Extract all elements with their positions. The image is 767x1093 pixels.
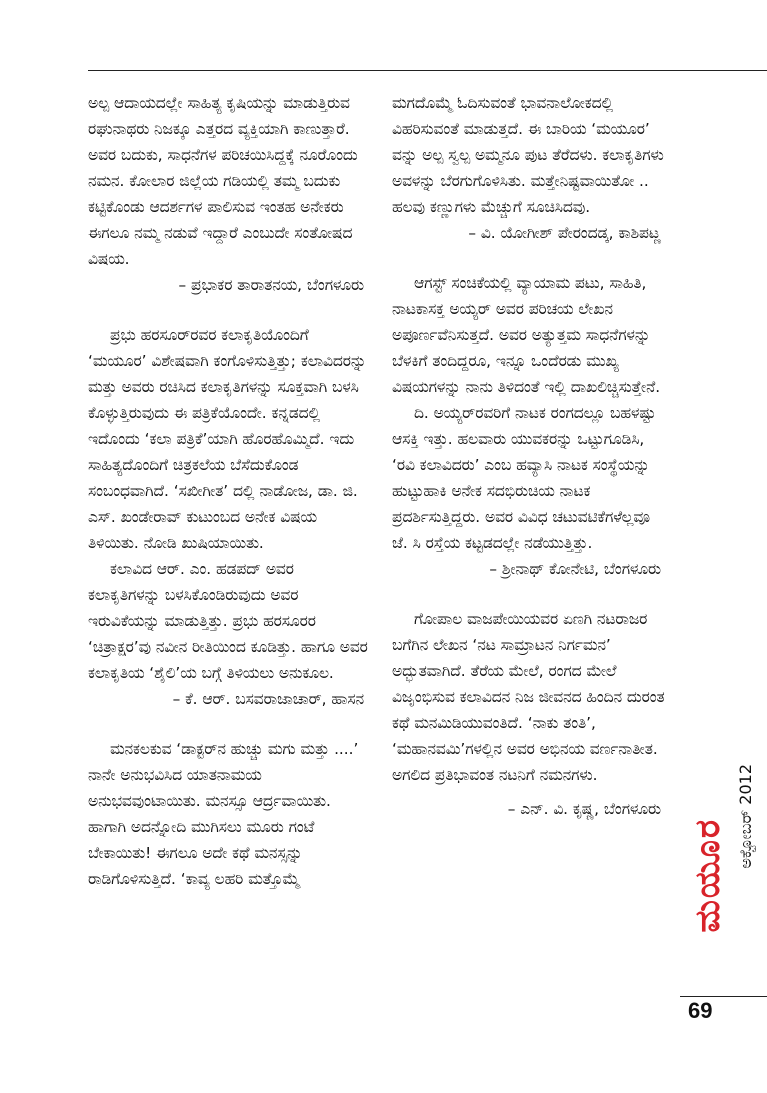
masthead-sidebar xyxy=(686,760,766,990)
letter-7-body: ಗೋಪಾಲ ವಾಜಪೇಯಿಯವರ ಏಣಗಿ ನಟರಾಜರ ಬಗೆಗಿನ ಲೇಖನ ‘ನಟ ಸಾಮ್ರಾಟನ ನಿರ್ಗಮನ’ ಅದ್ಭುತವಾಗಿದೆ. ತೆರೆಯ ಮೇಲೆ, ರಂಗದ ಮೇಲೆ ವಿಜೃಂಭಿಸುವ ಕಲಾವಿದನ ನಿಜ ಜೀವನದ ಹಿಂದಿನ ದುರಂತ ಕಥೆ ಮನಮಿಡಿಯುವಂತಿದೆ. ‘ನಾಕು ತಂತಿ’, ‘ಮಹಾನವಮಿ’ಗಳಲ್ಲಿನ ಅವರ ಅಭಿನಯ ವರ್ಣನಾತೀತ. ಅಗಲಿದ ಪ್ರತಿಭಾವಂತ ನಟನಿಗೆ ನಮನಗಳು. xyxy=(392,610,665,784)
letter-4-body: ಮನಕಲಕುವ ‘ಡಾಕ್ಟರ್‌ನ ಹುಚ್ಚು ಮಗು ಮತ್ತು ....’ ನಾನೇ ಅನುಭವಿಸಿದ ಯಾತನಾಮಯ ಅನುಭವವುಂಟಾಯಿತು. ಮನಸ್ಸೂ ಆರ್ದ್ರವಾಯಿತು. ಹಾಗಾಗಿ ಅದನ್ನೋದಿ ಮುಗಿಸಲು ಮೂರು ಗಂಟೆ ಬೇಕಾಯಿತು! ಈಗಲೂ ಅದೇ ಕಥೆ ಮನಸ್ಸನ್ನು ರಾಡಿಗೊಳಿಸುತ್ತಿದೆ. ‘ಕಾವ್ಯ ಲಹರಿ ಮತ್ತೊಮ್ಮೆ xyxy=(88,740,359,888)
letter-3-body: ಕಲಾವಿದ ಆರ್. ಎಂ. ಹಡಪದ್ ಅವರ ಕಲಾಕೃತಿಗಳನ್ನು ಬಳಸಿಕೊಂಡಿರುವುದು ಅವರ ಇರುವಿಕೆಯನ್ನು ಮಾಡುತ್ತಿತ್ತು. ಪ್ರಭು ಹರಸೂರರ ‘ಚಿತ್ರಾಕ್ಷರ’ವು ನವೀನ ರೀತಿಯಿಂದ ಕೂಡಿತ್ತು. ಹಾಗೂ ಅವರ ಕಲಾಕೃತಿಯ ‘ಶೈಲಿ’ಯ ಬಗ್ಗೆ ತಿಳಿಯಲು ಅನುಕೂಲ. xyxy=(88,560,368,682)
issue-date-text: ಅಕ್ಟೋಬರ್ 2012 xyxy=(735,764,755,869)
page-number-rule xyxy=(680,996,767,997)
letter-1-body: ಅಲ್ಪ ಆದಾಯದಲ್ಲೇ ಸಾಹಿತ್ಯ ಕೃಷಿಯನ್ನು ಮಾಡುತ್ತಿರುವ ರಘುನಾಥರು ನಿಜಕ್ಕೂ ಎತ್ತರದ ವ್ಯಕ್ತಿಯಾಗಿ ಕಾಣುತ್ತಾರೆ. ಅವರ ಬದುಕು, ಸಾಧನೆಗಳ ಪರಿಚಯಿಸಿದ್ದಕ್ಕೆ ನೂರೊಂದು ನಮನ. ಕೋಲಾರ ಜಿಲ್ಲೆಯ ಗಡಿಯಲ್ಲಿ ತಮ್ಮ ಬದುಕು ಕಟ್ಟಿಕೊಂಡು ಆದರ್ಶಗಳ ಪಾಲಿಸುವ ಇಂತಹ ಅನೇಕರು ಈಗಲೂ ನಮ್ಮ ನಡುವೆ ಇದ್ದಾರೆ ಎಂಬುದೇ ಸಂತೋಷದ ವಿಷಯ. xyxy=(88,94,358,268)
letter-6-signature: – ಶ್ರೀನಾಥ್ ಕೋನೇಟಿ, ಬೆಂಗಳೂರು xyxy=(489,560,661,578)
top-rule xyxy=(88,70,767,71)
right-column xyxy=(392,90,667,822)
issue-date xyxy=(732,764,758,984)
letter-4-signature: – ವಿ. ಯೋಗೀಶ್ ಪೇರಂದಡ್ಕ, ಕಾಶಿಪಟ್ಣ xyxy=(468,224,661,242)
mayura-logo-text: ಮಯೂರ xyxy=(688,817,728,933)
letter-7-signature: – ಎನ್. ವಿ. ಕೃಷ್ಣ, ಬೆಂಗಳೂರು xyxy=(507,800,661,818)
letter-1-signature: – ಪ್ರಭಾಕರ ತಾರಾತನಯ, ಬೆಂಗಳೂರು xyxy=(178,276,364,294)
mayura-logo xyxy=(686,760,730,990)
letter-6-body: ದಿ. ಅಯ್ಯರ್‌ರವರಿಗೆ ನಾಟಕ ರಂಗದಲ್ಲೂ ಬಹಳಷ್ಟು ಆಸಕ್ತಿ ಇತ್ತು. ಹಲವಾರು ಯುವಕರನ್ನು ಒಟ್ಟುಗೂಡಿಸಿ, ‘ರವಿ ಕಲಾವಿದರು’ ಎಂಬ ಹವ್ಯಾಸಿ ನಾಟಕ ಸಂಸ್ಥೆಯನ್ನು ಹುಟ್ಟುಹಾಕಿ ಅನೇಕ ಸದಭಿರುಚಿಯ ನಾಟಕ ಪ್ರದರ್ಶಿಸುತ್ತಿದ್ದರು. ಅವರ ವಿವಿಧ ಚಟುವಟಿಕೆಗಳೆಲ್ಲವೂ ಜೆ. ಸಿ ರಸ್ತೆಯ ಕಟ್ಟಡದಲ್ಲೇ ನಡೆಯುತ್ತಿತ್ತು. xyxy=(392,404,656,552)
left-column xyxy=(88,90,370,892)
letter-5-body: ಆಗಸ್ಟ್ ಸಂಚಿಕೆಯಲ್ಲಿ ವ್ಯಾಯಾಮ ಪಟು, ಸಾಹಿತಿ, ನಾಟಕಾಸಕ್ತ ಅಯ್ಯರ್ ಅವರ ಪರಿಚಯ ಲೇಖನ ಅಪೂರ್ಣವೆನಿಸುತ್ತದೆ. ಅವರ ಅತ್ಯುತ್ತಮ ಸಾಧನೆಗಳನ್ನು ಬೆಳಕಿಗೆ ತಂದಿದ್ದರೂ, ಇನ್ನೂ ಒಂದೆರಡು ಮುಖ್ಯ ವಿಷಯಗಳನ್ನು ನಾನು ತಿಳಿದಂತೆ ಇಲ್ಲಿ ದಾಖಲಿಚ್ಚಿಸುತ್ತೇನೆ. xyxy=(392,274,661,396)
letter-2-body: ಪ್ರಭು ಹರಸೂರ್‌ರವರ ಕಲಾಕೃತಿಯೊಂದಿಗೆ ‘ಮಯೂರ’ ವಿಶೇಷವಾಗಿ ಕಂಗೊಳಿಸುತ್ತಿತ್ತು; ಕಲಾವಿದರನ್ನು ಮತ್ತು ಅವರು ರಚಿಸಿದ ಕಲಾಕೃತಿಗಳನ್ನು ಸೂಕ್ತವಾಗಿ ಬಳಸಿ ಕೊಳ್ಳುತ್ತಿರುವುದು ಈ ಪತ್ರಿಕೆಯೊಂದೇ. ಕನ್ನಡದಲ್ಲಿ ಇದೊಂದು ‘ಕಲಾ ಪತ್ರಿಕೆ’ಯಾಗಿ ಹೊರಹೊಮ್ಮಿದೆ. ಇದು ಸಾಹಿತ್ಯದೊಂದಿಗೆ ಚಿತ್ರಕಲೆಯ ಬೆಸೆದುಕೊಂಡ ಸಂಬಂಧವಾಗಿದೆ. ‘ಸಖೀಗೀತ’ ದಲ್ಲಿ ನಾಡೋಜ, ಡಾ. ಜಿ. ಎಸ್. ಖಂಡೇರಾವ್ ಕುಟುಂಬದ ಅನೇಕ ವಿಷಯ ತಿಳಿಯಿತು. ನೋಡಿ ಖುಷಿಯಾಯಿತು. xyxy=(88,326,367,552)
page-number: 69 xyxy=(688,998,713,1023)
letter-4-continued: ಮಗದೊಮ್ಮೆ ಓದಿಸುವಂತೆ ಭಾವನಾಲೋಕದಲ್ಲಿ ವಿಹರಿಸುವಂತೆ ಮಾಡುತ್ತದೆ. ಈ ಬಾರಿಯ ‘ಮಯೂರ’ ವನ್ನು ಅಲ್ಪ ಸ್ವಲ್ಪ ಅಮ್ಮನೂ ಪುಟ ತೆರೆದಳು. ಕಲಾಕೃತಿಗಳು ಅವಳನ್ನು ಬೆರಗುಗೊಳಿಸಿತು. ಮತ್ತೇನಿಷ್ಟವಾಯಿತೋ .. ಹಲವು ಕಣ್ಣುಗಳು ಮೆಚ್ಚುಗೆ ಸೂಚಿಸಿದವು. xyxy=(392,94,664,216)
letter-3-signature: – ಕೆ. ಆರ್. ಬಸವರಾಜಾಚಾರ್, ಹಾಸನ xyxy=(172,690,364,708)
